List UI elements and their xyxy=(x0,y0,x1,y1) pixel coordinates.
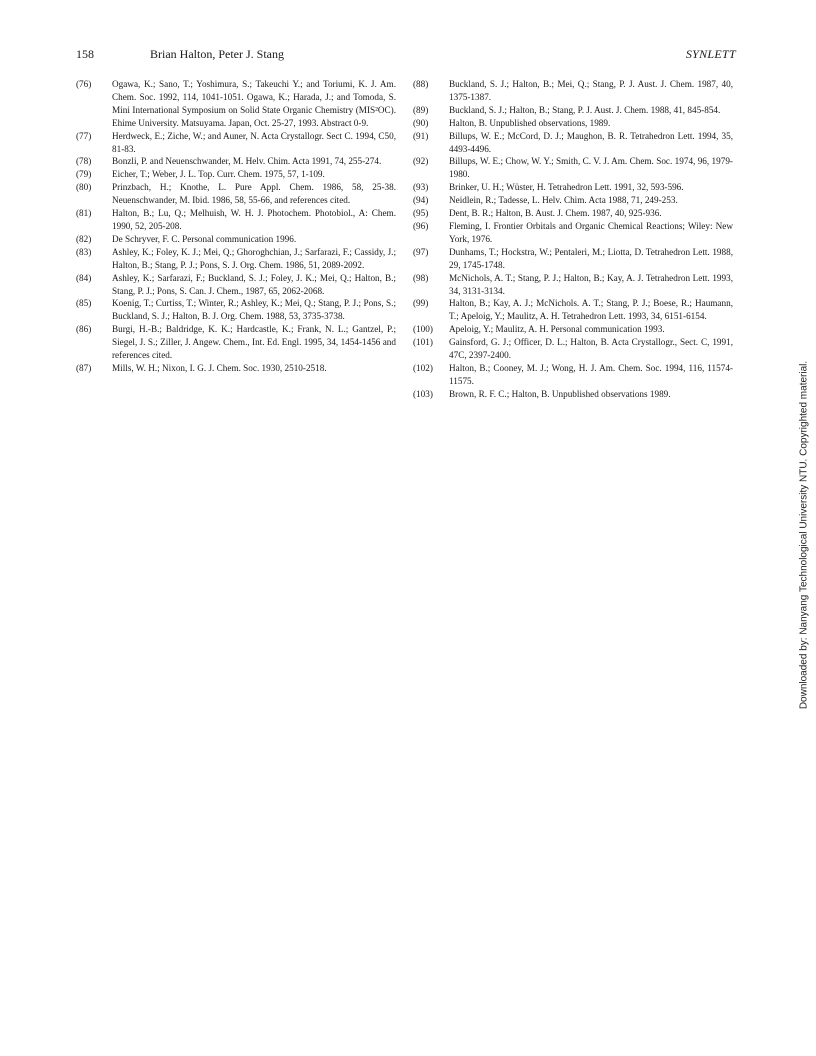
reference-number: (77) xyxy=(76,130,92,141)
reference-text: Halton, B.; Cooney, M. J.; Wong, H. J. Am. Chem. Soc. 1994, 116, 11574-11575. xyxy=(449,362,733,386)
reference-number: (100) xyxy=(413,324,433,335)
reference-number: (97) xyxy=(413,246,429,257)
reference-number: (79) xyxy=(76,169,92,180)
reference-number: (94) xyxy=(413,195,429,206)
reference-text: Prinzbach, H.; Knothe, L. Pure Appl. Chem. 1986, 58, 25-38. Neuenschwander, M. Ibid. 1986, 58, 55-66, and references cited. xyxy=(112,182,396,206)
reference-entry xyxy=(413,246,733,272)
reference-number: (80) xyxy=(76,182,92,193)
reference-number: (84) xyxy=(76,272,92,283)
reference-text: Buckland, S. J.; Halton, B.; Mei, Q.; Stang, P. J. Aust. J. Chem. 1987, 40, 1375-1387. xyxy=(449,79,733,102)
reference-entry xyxy=(76,272,396,298)
reference-text: Gainsford, G. J.; Officer, D. L.; Halton, B. Acta Crystallogr., Sect. C, 1991, 47C, 2397-2400. xyxy=(449,337,733,361)
reference-text: Billups, W. E.; Chow, W. Y.; Smith, C. V. J. Am. Chem. Soc. 1974, 96, 1979-1980. xyxy=(449,156,733,180)
reference-entry xyxy=(413,362,733,388)
reference-number: (91) xyxy=(413,130,429,141)
reference-number: (98) xyxy=(413,272,429,283)
reference-entry xyxy=(413,117,733,130)
reference-text: Apeloig, Y.; Maulitz, A. H. Personal communication 1993. xyxy=(449,324,665,335)
reference-entry xyxy=(76,155,396,168)
reference-entry xyxy=(76,233,396,246)
reference-text: Koenig, T.; Curtiss, T.; Winter, R.; Ashley, K.; Mei, Q.; Stang, P. J.; Pons, S.; Buckland, S. J.; Halton, B. J. Org. Chem. 1988, 53, 3735-3738. xyxy=(112,298,396,322)
reference-number: (92) xyxy=(413,156,429,167)
reference-entry xyxy=(413,104,733,117)
reference-list-right-column xyxy=(413,78,733,401)
reference-number: (103) xyxy=(413,388,433,399)
reference-text: Billups, W. E.; McCord, D. J.; Maughon, B. R. Tetrahedron Lett. 1994, 35, 4493-4496. xyxy=(449,130,733,154)
reference-text: Halton, B.; Kay, A. J.; McNichols. A. T.; Stang, P. J.; Boese, R.; Haumann, T.; Apeloig, Y.; Maulitz, A. H. Tetrahedron Lett. 1993, 34, 6151-6154. xyxy=(449,298,733,322)
reference-text: Halton, B. Unpublished observations, 1989. xyxy=(449,117,611,128)
reference-number: (85) xyxy=(76,298,92,309)
reference-text: Neidlein, R.; Tadesse, L. Helv. Chim. Acta 1988, 71, 249-253. xyxy=(449,195,678,206)
reference-entry xyxy=(413,207,733,220)
reference-text: McNichols, A. T.; Stang, P. J.; Halton, B.; Kay, A. J. Tetrahedron Lett. 1993, 34, 3131-3134. xyxy=(449,272,733,296)
reference-entry xyxy=(76,130,396,156)
reference-number: (101) xyxy=(413,337,433,348)
reference-entry xyxy=(413,220,733,246)
reference-number: (88) xyxy=(413,79,429,89)
reference-number: (78) xyxy=(76,156,92,167)
reference-text: Buckland, S. J.; Halton, B.; Stang, P. J. Aust. J. Chem. 1988, 41, 845-854. xyxy=(449,104,721,115)
reference-entry xyxy=(76,168,396,181)
running-header xyxy=(76,45,736,63)
reference-entry xyxy=(76,181,396,207)
reference-text: Fleming, I. Frontier Orbitals and Organic Chemical Reactions; Wiley: New York, 1976. xyxy=(449,220,733,244)
reference-number: (95) xyxy=(413,208,429,219)
reference-entry xyxy=(413,272,733,298)
reference-entry xyxy=(413,388,733,401)
reference-text: Ogawa, K.; Sano, T.; Yoshimura, S.; Takeuchi Y.; and Toriumi, K. J. Am. Chem. Soc. 1992, 114, 1041-1051. Ogawa, K.; Harada, J.; and Tomoda, S. Mini International Symposium on Solid State Organic Chemistry (MIS²OC). Ehime University. Matsuyama. Japan, Oct. 25-27, 1993. Abstract 0-9. xyxy=(112,79,396,128)
reference-number: (89) xyxy=(413,104,429,115)
reference-text: Dunhams, T.; Hockstra, W.; Pentaleri, M.; Liotta, D. Tetrahedron Lett. 1988, 29, 1745-1748. xyxy=(449,246,733,270)
journal-name: SYNLETT xyxy=(685,47,736,61)
page-number: 158 xyxy=(76,47,94,61)
reference-list-left-column xyxy=(76,78,396,375)
reference-entry xyxy=(413,297,733,323)
reference-number: (86) xyxy=(76,324,92,335)
reference-text: Halton, B.; Lu, Q.; Melhuish, W. H. J. Photochem. Photobiol., A: Chem. 1990, 52, 205-208. xyxy=(112,208,396,231)
reference-text: Brown, R. F. C.; Halton, B. Unpublished observations 1989. xyxy=(449,388,671,399)
reference-entry xyxy=(76,323,396,362)
reference-entry xyxy=(413,336,733,362)
reference-number: (82) xyxy=(76,233,92,244)
reference-text: Eicher, T.; Weber, J. L. Top. Curr. Chem. 1975, 57, 1-109. xyxy=(112,169,325,180)
reference-text: Bonzli, P. and Neuenschwander, M. Helv. Chim. Acta 1991, 74, 255-274. xyxy=(112,156,382,167)
reference-text: Brinker, U. H.; Wüster, H. Tetrahedron Lett. 1991, 32, 593-596. xyxy=(449,182,684,193)
reference-number: (76) xyxy=(76,79,92,89)
reference-entry xyxy=(413,194,733,207)
reference-entry xyxy=(76,297,396,323)
reference-entry xyxy=(413,155,733,181)
reference-text: Ashley, K.; Sarfarazi, F.; Buckland, S. J.; Foley, J. K.; Mei, Q.; Halton, B.; Stang, P. J.; Pons, S. Can. J. Chem., 1987, 65, 2062-2068. xyxy=(112,272,396,296)
reference-number: (96) xyxy=(413,220,429,231)
reference-entry xyxy=(413,181,733,194)
reference-text: Ashley, K.; Foley, K. J.; Mei, Q.; Ghoroghchian, J.; Sarfarazi, F.; Cassidy, J.; Halton, B.; Stang, P. J.; Pons, S. J. Org. Chem. 1986, 51, 2089-2092. xyxy=(112,246,396,270)
reference-entry xyxy=(76,78,396,130)
running-header-authors: Brian Halton, Peter J. Stang xyxy=(150,47,284,61)
reference-number: (87) xyxy=(76,362,92,373)
reference-number: (99) xyxy=(413,298,429,309)
reference-number: (83) xyxy=(76,246,92,257)
reference-entry xyxy=(413,130,733,156)
reference-text: De Schryver, F. C. Personal communication 1996. xyxy=(112,233,297,244)
reference-text: Mills, W. H.; Nixon, I. G. J. Chem. Soc. 1930, 2510-2518. xyxy=(112,362,327,373)
reference-entry xyxy=(76,246,396,272)
reference-entry xyxy=(76,207,396,233)
reference-text: Burgi, H.-B.; Baldridge, K. K.; Hardcastle, K.; Frank, N. L.; Gantzel, P.; Siegel, J. S.; Ziller, J. Angew. Chem., Int. Ed. Engl. 1995, 34, 1454-1456 and references cited. xyxy=(112,324,396,361)
reference-text: Dent, B. R.; Halton, B. Aust. J. Chem. 1987, 40, 925-936. xyxy=(449,208,662,219)
reference-entry xyxy=(76,362,396,375)
download-watermark: Downloaded by: Nanyang Technological University NTU. Copyrighted material. xyxy=(798,360,810,710)
reference-number: (81) xyxy=(76,208,92,219)
reference-entry xyxy=(413,78,733,104)
reference-number: (93) xyxy=(413,182,429,193)
reference-entry xyxy=(413,323,733,336)
reference-number: (90) xyxy=(413,117,429,128)
reference-text: Herdweck, E.; Ziche, W.; and Auner, N. Acta Crystallogr. Sect C. 1994, C50, 81-83. xyxy=(112,130,396,154)
reference-number: (102) xyxy=(413,362,433,373)
